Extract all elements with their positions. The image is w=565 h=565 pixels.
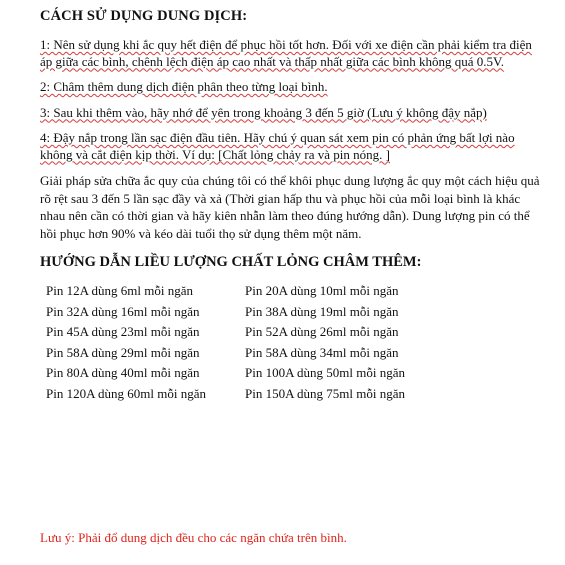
dosage-cell: Pin 58A dùng 34ml mỗi ngăn	[245, 344, 399, 360]
step-1: 1: Nên sử dụng khi ắc quy hết điện để phục hồi tốt hơn. Đối với xe điện cần phải kiểm tra điện áp giữa các bình, chênh lệch điện áp cao nhất và thấp nhất giữa các bình không quá 0.5V.	[40, 37, 532, 69]
dosage-row	[46, 324, 405, 345]
dosage-cell: Pin 100A dùng 50ml mỗi ngăn	[245, 365, 405, 380]
intro-paragraph: Giải pháp sửa chữa ắc quy của chúng tôi có thể khôi phục dung lượng ắc quy một cách hiệu quả rõ rệt sau 3 đến 5 lần sạc đầy và xả (Thời gian hấp thu và phục hồi của mỗi loại bình là khác nhau nên cần có thời gian và hãy kiên nhẫn làm theo đúng hướng dẫn). Dung lượng pin có thể hồi phục hơn 90% và kéo dài tuổi thọ sử dụng thêm một năm.	[40, 173, 540, 241]
step-2: 2: Châm thêm dung dịch điện phân theo từng loại bình.	[40, 79, 328, 94]
dosage-row	[46, 283, 405, 304]
dosage-cell: Pin 45A dùng 23ml mỗi ngăn	[46, 324, 200, 339]
dosage-cell: Pin 80A dùng 40ml mỗi ngăn	[46, 365, 200, 380]
dosage-cell: Pin 52A dùng 26ml mỗi ngăn	[245, 324, 399, 339]
step-4: 4: Đậy nắp trong lần sạc điện đầu tiên. Hãy chú ý quan sát xem pin có phản ứng bất lợi nào không và cắt điện kịp thời. Ví dụ: [Chất lỏng chảy ra và pin nóng. ]	[40, 130, 515, 162]
dosage-cell: Pin 12A dùng 6ml mỗi ngăn	[46, 283, 193, 298]
dosage-row	[46, 304, 405, 325]
dosage-cell: Pin 120A dùng 60ml mỗi ngăn	[46, 385, 206, 401]
dosage-row	[46, 365, 405, 386]
dosage-cell: Pin 38A dùng 19ml mỗi ngăn	[245, 303, 399, 319]
dosage-row	[46, 345, 405, 366]
warning-note: Lưu ý: Phải đổ dung dịch đều cho các ngăn chứa trên bình.	[40, 530, 347, 545]
dosage-cell: Pin 58A dùng 29ml mỗi ngăn	[46, 344, 200, 360]
document-page	[40, 8, 540, 406]
dosage-row	[46, 386, 405, 407]
step-3: 3: Sau khi thêm vào, hãy nhớ để yên trong khoảng 3 đến 5 giờ (Lưu ý không đậy nắp)	[40, 104, 487, 120]
dosage-cell: Pin 150A dùng 75ml mỗi ngăn	[245, 385, 405, 401]
dosage-table	[46, 283, 405, 406]
dosage-cell: Pin 32A dùng 16ml mỗi ngăn	[46, 303, 200, 319]
usage-heading: CÁCH SỬ DỤNG DUNG DỊCH:	[40, 8, 248, 24]
dosage-heading: HƯỚNG DẪN LIỀU LƯỢNG CHẤT LỎNG CHÂM THÊM:	[40, 254, 422, 270]
dosage-cell: Pin 20A dùng 10ml mỗi ngăn	[245, 283, 399, 298]
